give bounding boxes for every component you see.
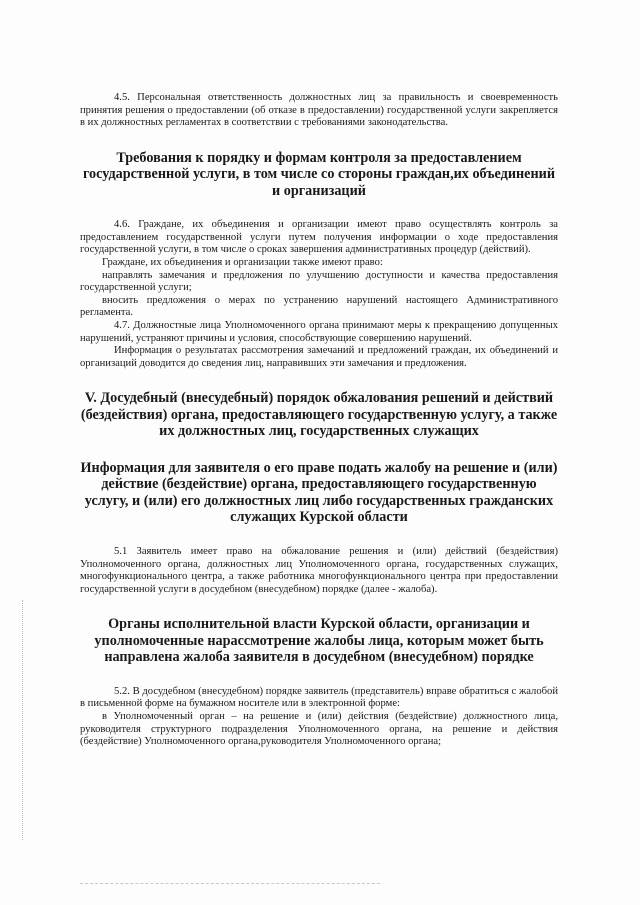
paragraph-4-5: 4.5. Персональная ответственность должностных лиц за правильность и своевременность принятия решения о предоставлении (об отказе в предоставлении) государственной услуги закрепляется в их должностных регламентах в соответствии с требованиями законодательства. bbox=[80, 92, 558, 129]
paragraph-4-6-remarks: направлять замечания и предложения по улучшению доступности и качества предоставления государственной услуги; bbox=[80, 269, 558, 294]
paragraph-4-6-proposals: вносить предложения о мерах по устранению нарушений настоящего Административного регламента. bbox=[80, 294, 558, 319]
heading-control-requirements: Требования к порядку и формам контроля за предоставлением государственной услуги, в том числе со стороны граждан,их объединений и организаций bbox=[82, 149, 556, 199]
paragraph-4-7-info: Информация о результатах рассмотрения замечаний и предложений граждан, их объединений и организаций доводится до сведения лиц, направивших эти замечания и предложения. bbox=[80, 345, 558, 369]
bottom-rule bbox=[80, 883, 380, 884]
document-body bbox=[80, 92, 558, 749]
heading-authorities: Органы исполнительной власти Курской области, организации и уполномоченные нарассмотрение жалобы лица, которым может быть направлена жалоба заявителя в досудебном (внесудебном) порядке bbox=[94, 616, 544, 666]
paragraph-4-6-rights: Граждане, их объединения и организации также имеют право: bbox=[102, 257, 383, 269]
heading-applicant-info: Информация для заявителя о его праве подать жалобу на решение и (или) действие (бездействие) органа, предоставляющего государственную услугу, и (или) его должностных лиц либо государственных гражданских служащих Курской области bbox=[80, 459, 558, 526]
scan-margin-marks bbox=[22, 600, 25, 840]
paragraph-4-7: 4.7. Должностные лица Уполномоченного органа принимают меры к прекращению допущенных нарушений, устраняют причины и условия, способствующие совершению нарушений. bbox=[80, 320, 558, 344]
paragraph-5-2: 5.2. В досудебном (внесудебном) порядке заявитель (представитель) вправе обратиться с жалобой в письменной форме на бумажном носителе или в электронной форме: bbox=[80, 685, 558, 710]
paragraph-5-1: 5.1 Заявитель имеет право на обжалование решения и (или) действий (бездействия) Уполномоченного органа, должностных лиц Уполномоченного органа, государственных служащих, многофункционального центра, а также работника многофункционального центра при предоставлении государственной услуги в досудебном (внесудебном) порядке (далее - жалоба). bbox=[80, 545, 558, 595]
paragraph-5-2-authority: в Уполномоченный орган – на решение и (или) действия (бездействие) должностного лица, руководителя структурного подразделения Уполномоченного органа, на решение и действия (бездействие) Уполномоченного органа,руководителя Уполномоченного органа; bbox=[80, 710, 558, 748]
heading-section-v: V. Досудебный (внесудебный) порядок обжалования решений и действий (бездействия) органа, предоставляющего государственную услугу, а также их должностных лиц, государственных служащих bbox=[80, 390, 558, 440]
paragraph-4-6: 4.6. Граждане, их объединения и организации имеют право осуществлять контроль за предоставлением государственной услуги путем получения информации о ходе предоставления государственной услуги, в том числе о сроках завершения административных процедур (действий). bbox=[80, 219, 558, 256]
